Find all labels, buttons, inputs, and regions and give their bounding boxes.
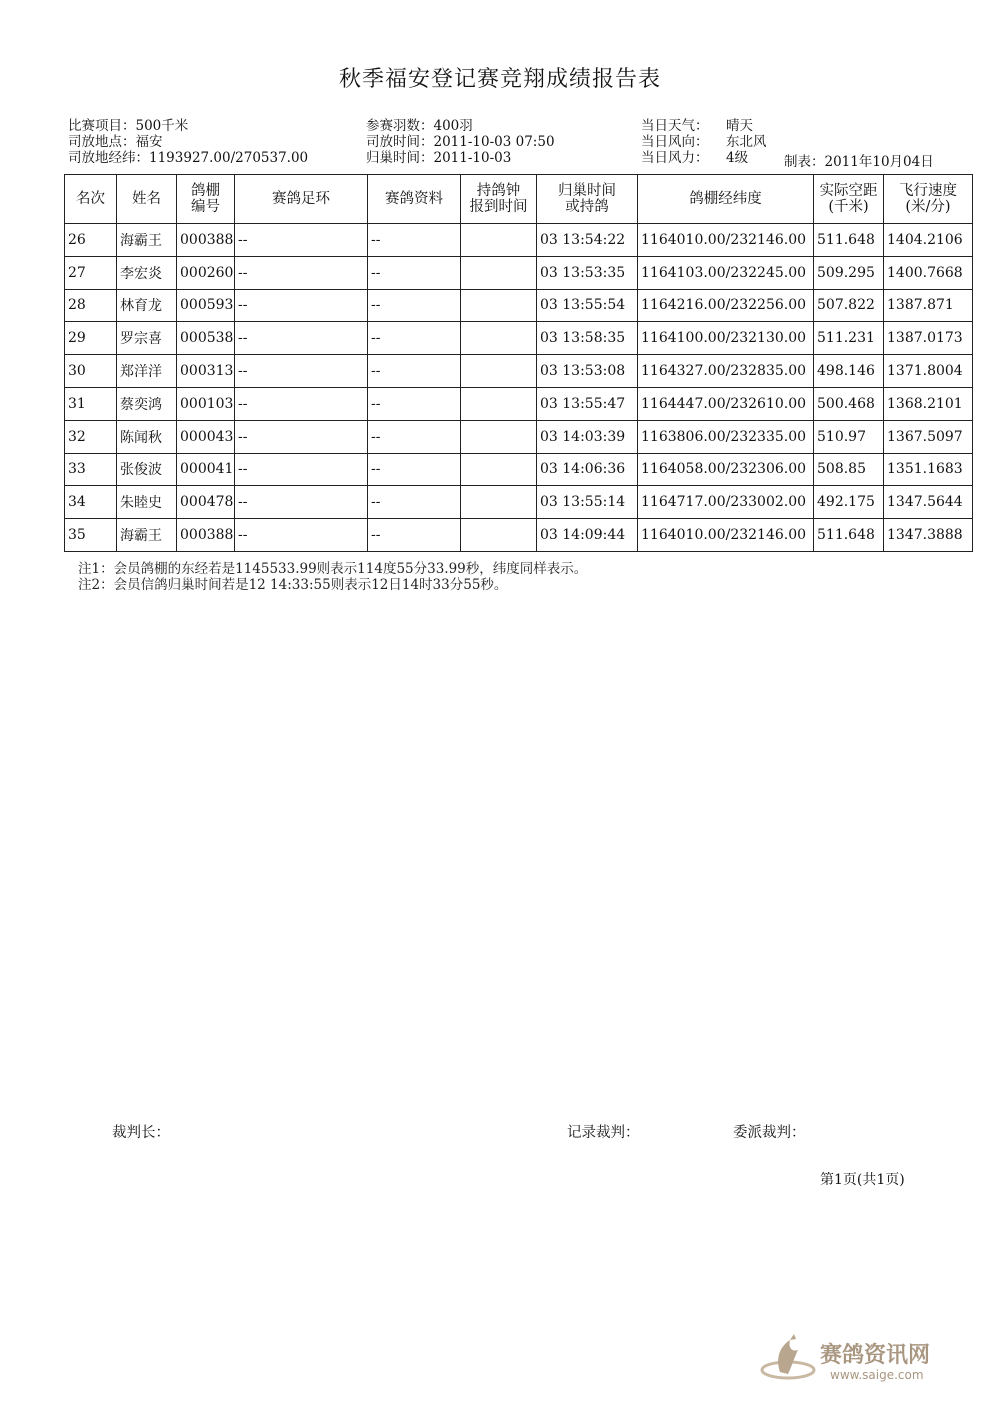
info-value: 2011-10-03 07:50 <box>433 134 555 150</box>
cell-loft: 000103 <box>177 387 235 420</box>
info-label: 当日风向： <box>641 134 709 150</box>
made-date <box>784 150 934 170</box>
cell-coords: 1164100.00/232130.00 <box>638 322 814 355</box>
results-table <box>64 174 973 552</box>
info-line <box>641 118 767 134</box>
made-value: 2011年10月04日 <box>824 154 934 170</box>
chief-referee-signature: 裁判长： <box>112 1125 170 1141</box>
cell-loft: 000538 <box>177 322 235 355</box>
cell-arrival: 03 13:55:54 <box>537 289 638 322</box>
recording-referee-signature: 记录裁判： <box>567 1125 640 1141</box>
cell-info: -- <box>368 256 461 289</box>
cell-speed: 1387.871 <box>884 289 973 322</box>
cell-name: 陈闻秋 <box>117 420 177 453</box>
cell-arrival: 03 14:09:44 <box>537 519 638 552</box>
cell-rank: 31 <box>65 387 117 420</box>
cell-rank: 27 <box>65 256 117 289</box>
info-label: 司放地点： <box>68 134 136 150</box>
watermark <box>758 1330 968 1390</box>
info-value: 1193927.00/270537.00 <box>149 150 309 166</box>
cell-info: -- <box>368 387 461 420</box>
cell-info: -- <box>368 519 461 552</box>
column-header-line: 实际空距 <box>819 183 878 199</box>
column-header-line: 鸽棚 <box>191 183 220 199</box>
cell-info: -- <box>368 420 461 453</box>
column-header <box>177 175 235 224</box>
table-row <box>65 256 973 289</box>
cell-name: 朱睦史 <box>117 486 177 519</box>
info-label: 参赛羽数： <box>366 118 434 134</box>
cell-rank: 35 <box>65 519 117 552</box>
info-line <box>68 150 308 166</box>
cell-ring: -- <box>235 486 368 519</box>
cell-speed: 1367.5097 <box>884 420 973 453</box>
cell-clock <box>461 355 537 388</box>
cell-name: 李宏炎 <box>117 256 177 289</box>
info-column-1 <box>68 118 308 166</box>
footnote-2: 注2：会员信鸽归巢时间若是12 14:33:55则表示12日14时33分55秒。 <box>78 577 508 593</box>
table-row <box>65 519 973 552</box>
cell-coords: 1164327.00/232835.00 <box>638 355 814 388</box>
table-row <box>65 453 973 486</box>
cell-speed: 1347.5644 <box>884 486 973 519</box>
table-row <box>65 355 973 388</box>
cell-name: 林育龙 <box>117 289 177 322</box>
column-header-line: 或持鸽 <box>565 199 609 215</box>
column-header-line: (米/分) <box>905 199 951 215</box>
cell-loft: 000388 <box>177 224 235 257</box>
cell-loft: 000478 <box>177 486 235 519</box>
cell-coords: 1164447.00/232610.00 <box>638 387 814 420</box>
info-column-2 <box>366 118 555 166</box>
page-title: 秋季福安登记赛竞翔成绩报告表 <box>338 67 661 92</box>
column-header-line: 姓名 <box>132 191 161 207</box>
info-value: 400羽 <box>433 118 473 134</box>
cell-speed: 1371.8004 <box>884 355 973 388</box>
cell-rank: 33 <box>65 453 117 486</box>
cell-coords: 1164010.00/232146.00 <box>638 519 814 552</box>
column-header <box>814 175 884 224</box>
cell-rank: 29 <box>65 322 117 355</box>
cell-loft: 000388 <box>177 519 235 552</box>
cell-clock <box>461 453 537 486</box>
info-label: 当日风力： <box>641 150 709 166</box>
cell-ring: -- <box>235 453 368 486</box>
column-header-line: 报到时间 <box>469 199 528 215</box>
cell-distance: 498.146 <box>814 355 884 388</box>
column-header-line: 持鸽钟 <box>476 183 521 199</box>
cell-ring: -- <box>235 224 368 257</box>
cell-name: 海霸王 <box>117 519 177 552</box>
info-line <box>641 134 767 150</box>
info-value: 福安 <box>135 134 163 150</box>
cell-clock <box>461 224 537 257</box>
cell-name: 郑洋洋 <box>117 355 177 388</box>
table-row <box>65 224 973 257</box>
cell-loft: 000260 <box>177 256 235 289</box>
cell-info: -- <box>368 486 461 519</box>
watermark-url: www.saige.com <box>830 1368 924 1382</box>
cell-ring: -- <box>235 387 368 420</box>
info-label: 比赛项目： <box>68 118 136 134</box>
table-row <box>65 486 973 519</box>
info-line <box>366 134 555 150</box>
cell-rank: 26 <box>65 224 117 257</box>
column-header <box>884 175 973 224</box>
cell-arrival: 03 13:55:14 <box>537 486 638 519</box>
info-value: 500千米 <box>135 118 189 134</box>
cell-clock <box>461 289 537 322</box>
cell-coords: 1164010.00/232146.00 <box>638 224 814 257</box>
cell-arrival: 03 14:03:39 <box>537 420 638 453</box>
info-value: 2011-10-03 <box>433 150 512 166</box>
info-label: 归巢时间： <box>366 150 434 166</box>
cell-name: 蔡奕鸿 <box>117 387 177 420</box>
cell-rank: 34 <box>65 486 117 519</box>
cell-loft: 000593 <box>177 289 235 322</box>
table-row <box>65 387 973 420</box>
cell-speed: 1387.0173 <box>884 322 973 355</box>
cell-coords: 1164216.00/232256.00 <box>638 289 814 322</box>
cell-distance: 511.231 <box>814 322 884 355</box>
cell-name: 罗宗喜 <box>117 322 177 355</box>
column-header <box>537 175 638 224</box>
made-label: 制表： <box>784 154 825 170</box>
column-header <box>117 175 177 224</box>
cell-arrival: 03 13:58:35 <box>537 322 638 355</box>
column-header <box>368 175 461 224</box>
cell-name: 张俊波 <box>117 453 177 486</box>
cell-speed: 1351.1683 <box>884 453 973 486</box>
cell-distance: 492.175 <box>814 486 884 519</box>
cell-distance: 511.648 <box>814 224 884 257</box>
cell-ring: -- <box>235 420 368 453</box>
cell-distance: 509.295 <box>814 256 884 289</box>
cell-speed: 1347.3888 <box>884 519 973 552</box>
cell-speed: 1400.7668 <box>884 256 973 289</box>
cell-clock <box>461 387 537 420</box>
info-label: 当日天气： <box>641 118 709 134</box>
cell-ring: -- <box>235 355 368 388</box>
table-row <box>65 322 973 355</box>
cell-rank: 32 <box>65 420 117 453</box>
cell-clock <box>461 486 537 519</box>
cell-clock <box>461 322 537 355</box>
cell-coords: 1164058.00/232306.00 <box>638 453 814 486</box>
cell-arrival: 03 13:53:35 <box>537 256 638 289</box>
column-header-line: 编号 <box>191 199 220 215</box>
watermark-text: 赛鸽资讯网 <box>820 1343 931 1368</box>
column-header <box>638 175 814 224</box>
cell-ring: -- <box>235 256 368 289</box>
cell-distance: 507.822 <box>814 289 884 322</box>
column-header-line: 飞行速度 <box>899 183 957 199</box>
table-body <box>65 224 973 552</box>
footnotes <box>78 561 587 593</box>
cell-coords: 1163806.00/232335.00 <box>638 420 814 453</box>
table-header-row <box>65 175 973 224</box>
cell-info: -- <box>368 289 461 322</box>
column-header <box>461 175 537 224</box>
info-label: 司放地经纬： <box>68 150 149 166</box>
info-value: 晴天 <box>726 118 753 134</box>
column-header-line: 名次 <box>76 191 105 207</box>
column-header-line: 赛鸽资料 <box>385 191 443 207</box>
cell-loft: 000043 <box>177 420 235 453</box>
cell-speed: 1404.2106 <box>884 224 973 257</box>
info-line <box>366 150 555 166</box>
page-number: 第1页(共1页) <box>820 1172 905 1188</box>
cell-loft: 000313 <box>177 355 235 388</box>
table-row <box>65 289 973 322</box>
info-value: 4级 <box>726 150 749 166</box>
info-line <box>641 150 767 166</box>
info-line <box>68 118 308 134</box>
column-header-line: (千米) <box>828 199 869 215</box>
cell-distance: 508.85 <box>814 453 884 486</box>
cell-ring: -- <box>235 519 368 552</box>
cell-speed: 1368.2101 <box>884 387 973 420</box>
cell-clock <box>461 256 537 289</box>
cell-ring: -- <box>235 289 368 322</box>
cell-distance: 510.97 <box>814 420 884 453</box>
footnote-1: 注1：会员鸽棚的东经若是1145533.99则表示114度55分33.99秒，纬度同样表示。 <box>78 561 588 577</box>
info-line <box>366 118 555 134</box>
cell-arrival: 03 13:53:08 <box>537 355 638 388</box>
table-row <box>65 420 973 453</box>
cell-info: -- <box>368 224 461 257</box>
info-label: 司放时间： <box>366 134 434 150</box>
cell-info: -- <box>368 355 461 388</box>
cell-coords: 1164717.00/233002.00 <box>638 486 814 519</box>
cell-rank: 28 <box>65 289 117 322</box>
cell-rank: 30 <box>65 355 117 388</box>
cell-info: -- <box>368 322 461 355</box>
column-header-line: 鸽棚经纬度 <box>689 191 762 207</box>
cell-clock <box>461 519 537 552</box>
cell-ring: -- <box>235 322 368 355</box>
cell-distance: 500.468 <box>814 387 884 420</box>
cell-distance: 511.648 <box>814 519 884 552</box>
cell-arrival: 03 14:06:36 <box>537 453 638 486</box>
info-column-3 <box>641 118 767 166</box>
cell-coords: 1164103.00/232245.00 <box>638 256 814 289</box>
delegated-referee-signature: 委派裁判： <box>733 1125 806 1141</box>
column-header <box>235 175 368 224</box>
column-header <box>65 175 117 224</box>
column-header-line: 赛鸽足环 <box>272 191 330 207</box>
column-header-line: 归巢时间 <box>558 183 616 199</box>
cell-loft: 000041 <box>177 453 235 486</box>
info-line <box>68 134 308 150</box>
cell-clock <box>461 420 537 453</box>
cell-info: -- <box>368 453 461 486</box>
pigeon-logo-icon <box>758 1330 818 1390</box>
cell-arrival: 03 13:55:47 <box>537 387 638 420</box>
info-value: 东北风 <box>726 134 767 150</box>
cell-name: 海霸王 <box>117 224 177 257</box>
cell-arrival: 03 13:54:22 <box>537 224 638 257</box>
